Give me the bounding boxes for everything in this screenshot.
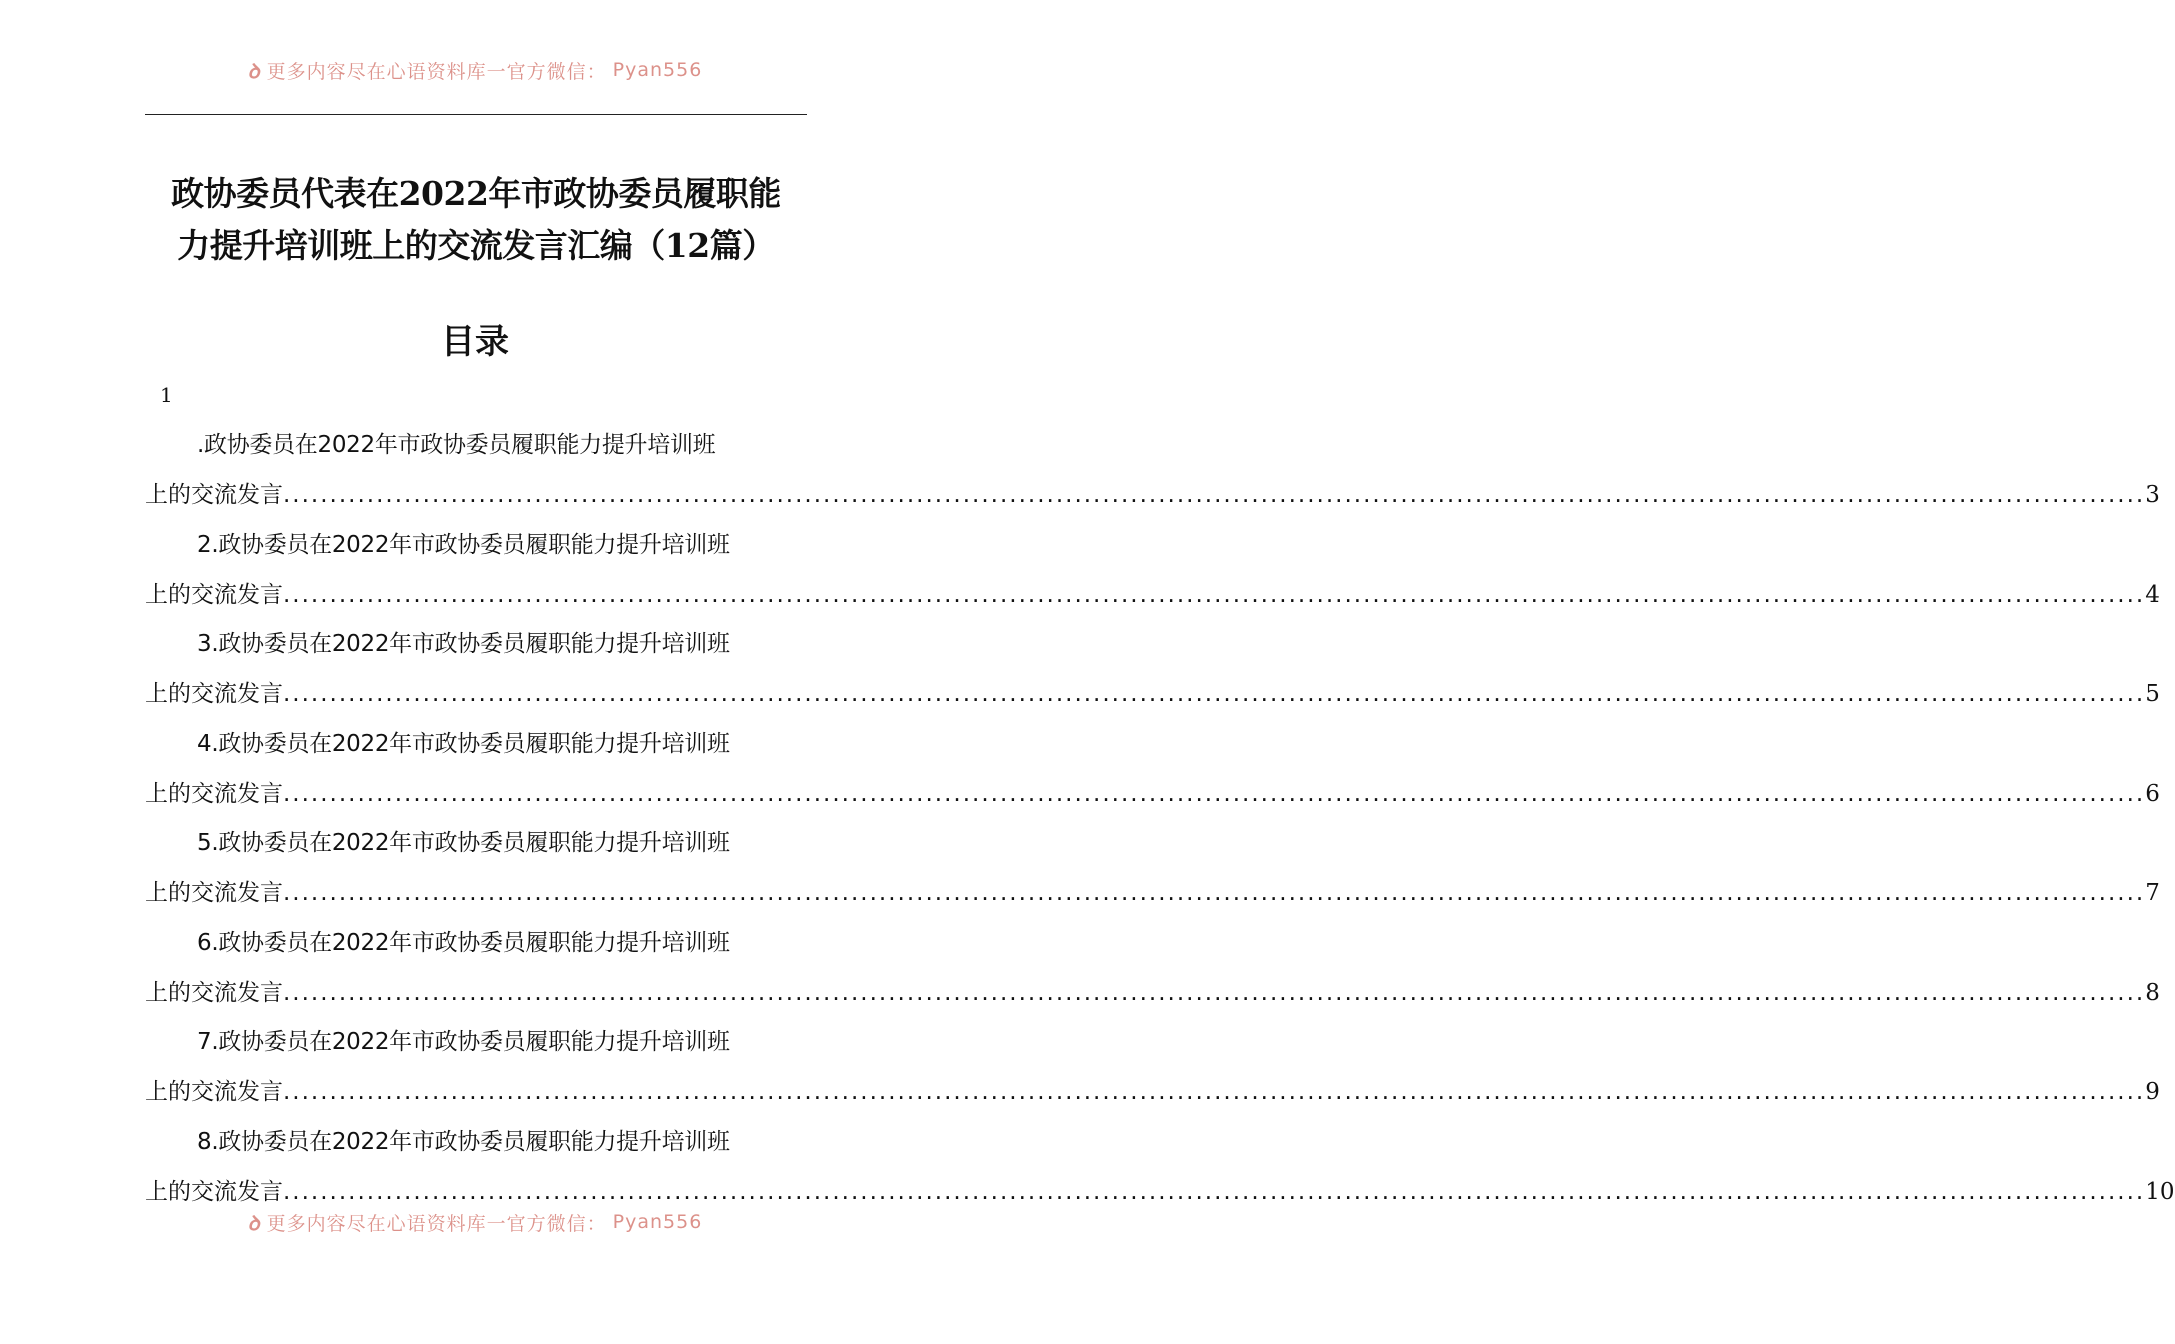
document-title-line-2: 力提升培训班上的交流发言汇编（12篇）: [177, 226, 775, 265]
toc-entry-title: .政协委员在2022年市政协委员履职能力提升培训班: [197, 432, 716, 458]
toc-entry-continuation: [145, 570, 2160, 620]
toc-entry-title: 6.政协委员在2022年市政协委员履职能力提升培训班: [197, 929, 730, 956]
toc-page-number: 9: [2145, 1079, 2160, 1105]
document-title-line-1: 政协委员代表在2022年市政协委员履职能: [171, 174, 781, 213]
watermark-banner-top: [0, 57, 950, 83]
header-rule: [145, 114, 807, 115]
brand-logo-icon: ꝺ: [247, 1210, 261, 1235]
toc-entry[interactable]: [145, 719, 2160, 819]
toc-page-number: 6: [2145, 780, 2160, 807]
toc-entry-title-end: 上的交流发言: [145, 880, 283, 906]
toc-dot-leader: ........................................................................................................................................................................................................: [283, 1178, 2146, 1205]
table-of-contents: [145, 420, 2175, 1216]
toc-entry-title-end: 上的交流发言: [145, 482, 283, 508]
watermark-text: 更多内容尽在心语资料库一官方微信：: [266, 60, 607, 83]
toc-entry[interactable]: [145, 619, 2160, 719]
toc-entry-continuation: [145, 968, 2160, 1018]
toc-page-number: 7: [2145, 880, 2160, 906]
toc-page-number: 8: [2145, 979, 2160, 1006]
toc-page-number: 3: [2145, 482, 2160, 508]
toc-entry-title: 8.政协委员在2022年市政协委员履职能力提升培训班: [197, 1128, 730, 1155]
toc-entry-title-end: 上的交流发言: [145, 1079, 283, 1105]
toc-entry-continuation: [145, 868, 2160, 918]
toc-entry-title-end: 上的交流发言: [145, 681, 283, 707]
toc-dot-leader: ........................................................................................................................................................................................................: [283, 1079, 2146, 1105]
watermark-text: 更多内容尽在心语资料库一官方微信：: [266, 1212, 607, 1235]
toc-entry-continuation: [145, 669, 2160, 719]
toc-page-number: 4: [2145, 581, 2160, 608]
document-title: [145, 168, 807, 272]
watermark-wechat-id: Pyan556: [612, 59, 703, 81]
toc-entry-title: 4.政协委员在2022年市政协委员履职能力提升培训班: [197, 730, 730, 757]
toc-entry-title-end: 上的交流发言: [145, 979, 283, 1006]
toc-entry[interactable]: [145, 1017, 2160, 1117]
toc-entry-title: 7.政协委员在2022年市政协委员履职能力提升培训班: [197, 1029, 730, 1055]
toc-entry-title-end: 上的交流发言: [145, 780, 283, 807]
toc-dot-leader: ........................................................................................................................................................................................................: [283, 880, 2146, 906]
toc-page-number: 10: [2145, 1178, 2175, 1205]
toc-entry-title: 5.政协委员在2022年市政协委员履职能力提升培训班: [197, 830, 730, 856]
toc-dot-leader: ........................................................................................................................................................................................................: [283, 780, 2146, 807]
toc-entry-title-end: 上的交流发言: [145, 1178, 283, 1205]
toc-page-number: 5: [2145, 681, 2160, 707]
list-marker: 1: [160, 383, 173, 407]
toc-entry[interactable]: [145, 918, 2160, 1018]
toc-entry[interactable]: [145, 420, 2160, 520]
toc-entry[interactable]: [145, 1117, 2175, 1217]
watermark-banner-bottom: [0, 1209, 950, 1235]
toc-entry-title: 2.政协委员在2022年市政协委员履职能力提升培训班: [197, 531, 730, 558]
toc-entry-continuation: [145, 1067, 2160, 1117]
toc-entry-continuation: [145, 470, 2160, 520]
toc-entry-title-end: 上的交流发言: [145, 581, 283, 608]
toc-entry-title: 3.政协委员在2022年市政协委员履职能力提升培训班: [197, 631, 730, 657]
toc-heading: 目录: [441, 322, 509, 362]
toc-entry[interactable]: [145, 520, 2160, 620]
toc-dot-leader: ........................................................................................................................................................................................................: [283, 482, 2146, 508]
toc-dot-leader: ........................................................................................................................................................................................................: [283, 979, 2146, 1006]
watermark-wechat-id: Pyan556: [612, 1211, 703, 1233]
toc-dot-leader: ........................................................................................................................................................................................................: [283, 581, 2146, 608]
toc-entry[interactable]: [145, 818, 2160, 918]
toc-dot-leader: ........................................................................................................................................................................................................: [283, 681, 2146, 707]
brand-logo-icon: ꝺ: [247, 58, 261, 83]
toc-entry-continuation: [145, 769, 2160, 819]
